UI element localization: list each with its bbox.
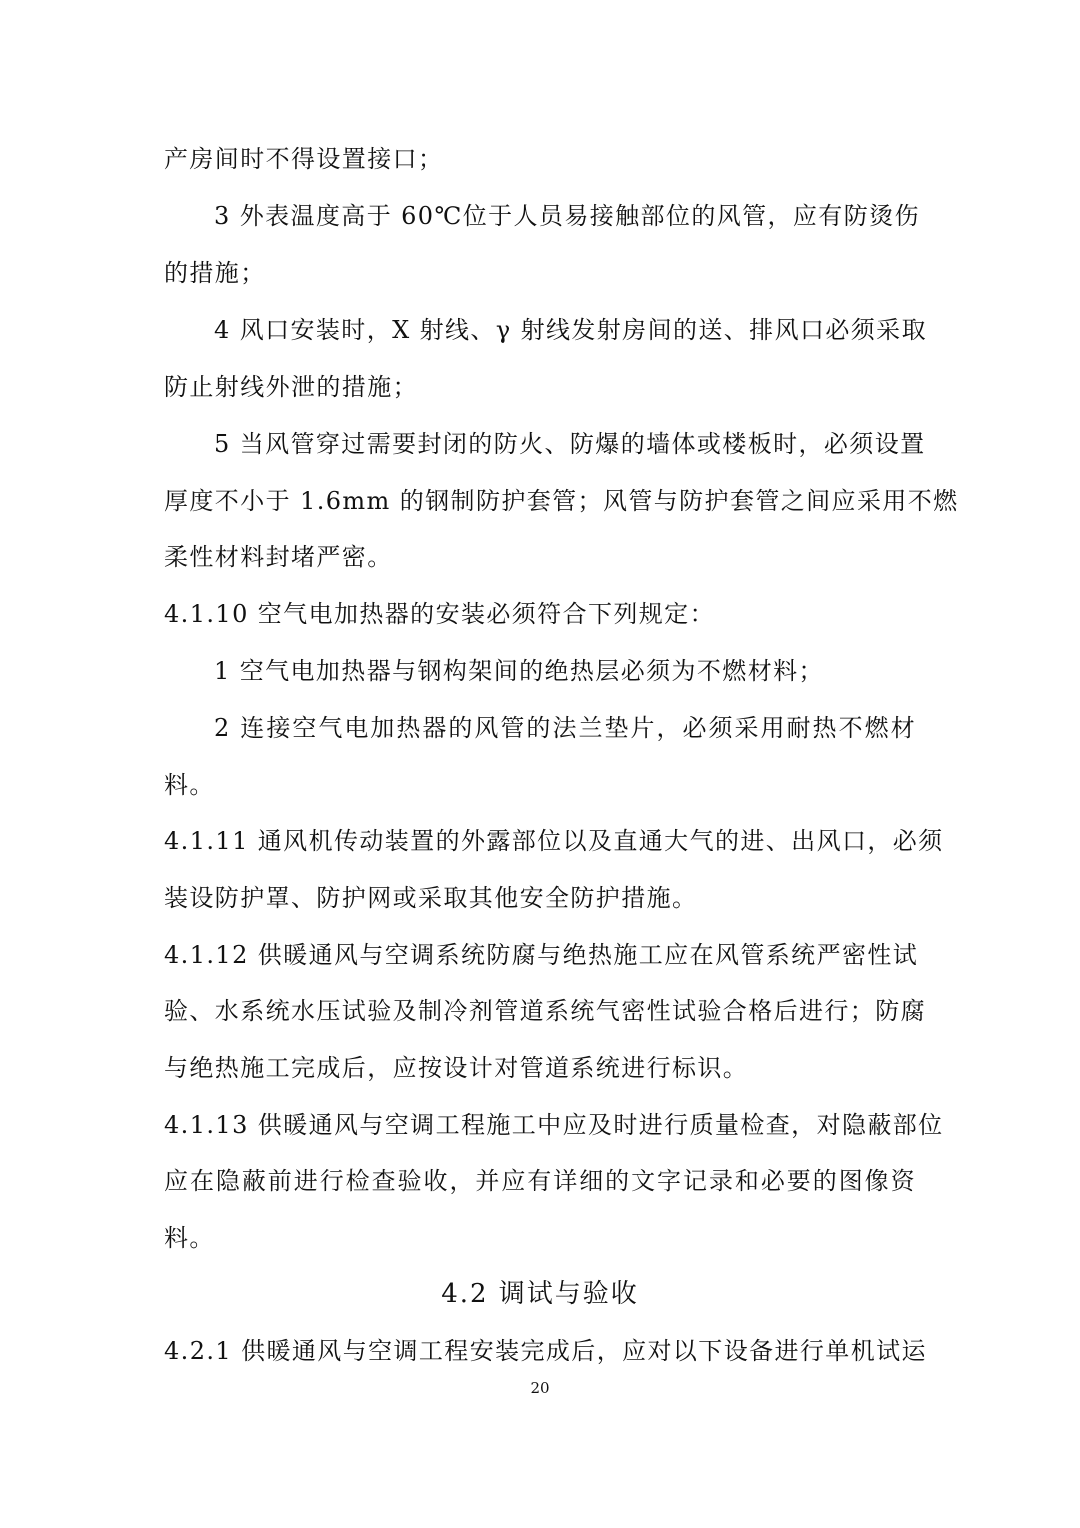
clause-line: 4.1.13 供暖通风与空调工程施工中应及时进行质量检查，对隐蔽部位 [164, 1111, 944, 1139]
list-item-line: 1 空气电加热器与钢构架间的绝热层必须为不燃材料； [214, 657, 824, 685]
text-line: 与绝热施工完成后，应按设计对管道系统进行标识。 [164, 1054, 749, 1082]
text-line: 料。 [164, 1224, 215, 1252]
clause-line: 4.1.10 空气电加热器的安装必须符合下列规定： [164, 600, 715, 628]
list-item-line: 4 风口安装时，X 射线、γ 射线发射房间的送、排风口必须采取 [214, 316, 927, 344]
clause-line: 4.2.1 供暖通风与空调工程安装完成后，应对以下设备进行单机试运 [164, 1337, 927, 1365]
text-line: 料。 [164, 771, 215, 799]
text-line: 装设防护罩、防护网或采取其他安全防护措施。 [164, 884, 698, 912]
clause-line: 4.1.12 供暖通风与空调系统防腐与绝热施工应在风管系统严密性试 [164, 941, 919, 969]
list-item-line: 3 外表温度高于 60℃位于人员易接触部位的风管，应有防烫伤 [214, 202, 920, 230]
text-line: 产房间时不得设置接口； [164, 145, 444, 173]
text-line: 柔性材料封堵严密。 [164, 543, 393, 571]
section-heading: 4.2 调试与验收 [441, 1279, 639, 1309]
text-line: 防止射线外泄的措施； [164, 373, 418, 401]
clause-line: 4.1.11 通风机传动装置的外露部位以及直通大气的进、出风口，必须 [164, 827, 944, 855]
text-line: 的措施； [164, 259, 266, 287]
text-line: 验、水系统水压试验及制冷剂管道系统气密性试验合格后进行；防腐 [164, 997, 926, 1025]
list-item-line: 5 当风管穿过需要封闭的防火、防爆的墙体或楼板时，必须设置 [214, 430, 926, 458]
text-line: 应在隐蔽前进行检查验收，并应有详细的文字记录和必要的图像资 [164, 1167, 916, 1195]
page-number: 20 [530, 1379, 550, 1397]
list-item-line: 2 连接空气电加热器的风管的法兰垫片，必须采用耐热不燃材 [214, 714, 916, 742]
text-line: 厚度不小于 1.6mm 的钢制防护套管；风管与防护套管之间应采用不燃 [164, 487, 959, 515]
